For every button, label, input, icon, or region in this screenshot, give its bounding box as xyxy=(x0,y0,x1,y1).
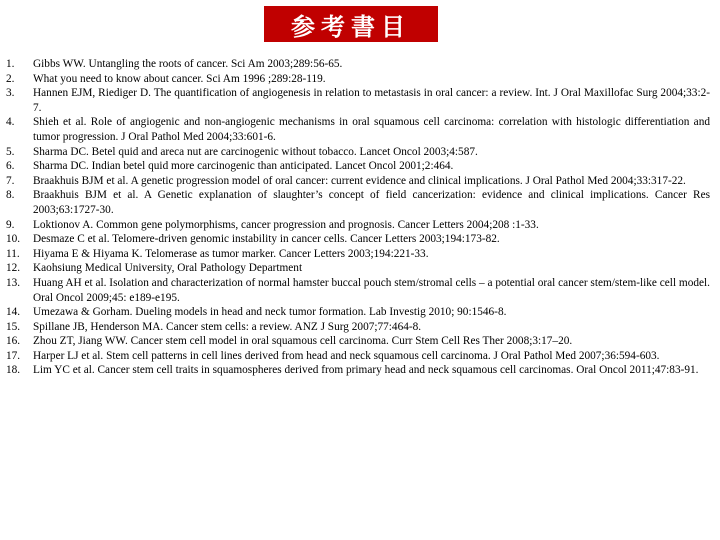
reference-text: Loktionov A. Common gene polymorphisms, cancer progression and prognosis. Cancer Letters 2004;208 :1-33. xyxy=(33,218,539,231)
reference-item xyxy=(6,115,710,144)
reference-text: Sharma DC. Betel quid and areca nut are carcinogenic without tobacco. Lancet Oncol 2003;4:587. xyxy=(33,145,478,158)
reference-text: Braakhuis BJM et al. A Genetic explanation of slaughter’s concept of field cancerization: evidence and clinical implications. Cancer Res 2003;63:1727-30. xyxy=(33,189,710,216)
reference-number: 11. xyxy=(6,247,20,260)
reference-item xyxy=(6,57,710,72)
reference-item xyxy=(6,174,710,189)
reference-number: 12. xyxy=(6,262,21,275)
page-title: 参考書目 xyxy=(264,6,438,42)
reference-number: 9. xyxy=(6,218,15,231)
reference-item xyxy=(6,349,710,364)
reference-text: Harper LJ et al. Stem cell patterns in cell lines derived from head and neck squamous cell carcinoma. J Oral Pathol Med 2007;36:594-603. xyxy=(33,349,660,362)
reference-number: 6. xyxy=(6,160,15,173)
reference-number: 14. xyxy=(6,306,21,319)
reference-number: 16. xyxy=(6,335,21,348)
reference-text: Kaohsiung Medical University, Oral Pathology Department xyxy=(33,262,303,275)
reference-number: 4. xyxy=(6,116,15,129)
reference-text: Huang AH et al. Isolation and characterization of normal hamster buccal pouch stem/stromal cells – a potential oral cancer stem/stem-like cell model. Oral Oncol 2009;45: e189-e195. xyxy=(33,276,710,304)
reference-number: 7. xyxy=(6,174,15,187)
reference-text: What you need to know about cancer. Sci Am 1996 ;289:28-119. xyxy=(33,72,326,85)
reference-item xyxy=(6,276,710,305)
reference-number: 8. xyxy=(6,189,15,202)
reference-text: Hiyama E & Hiyama K. Telomerase as tumor marker. Cancer Letters 2003;194:221-33. xyxy=(33,247,429,260)
reference-item xyxy=(6,218,710,233)
reference-item xyxy=(6,363,710,378)
reference-text: Hannen EJM, Riediger D. The quantification of angiogenesis in relation to metastasis in oral cancer: a review. Int. J Oral Maxillofac Surg 2004;33:2-7. xyxy=(33,87,710,114)
reference-number: 15. xyxy=(6,320,21,333)
reference-text: Zhou ZT, Jiang WW. Cancer stem cell model in oral squamous cell carcinoma. Curr Stem Cell Res Ther 2008;3:17–20. xyxy=(33,335,573,348)
reference-item xyxy=(6,232,710,247)
reference-item xyxy=(6,247,710,262)
reference-text: Braakhuis BJM et al. A genetic progression model of oral cancer: current evidence and clinical implications. J Oral Pathol Med 2004;33:317-22. xyxy=(33,174,686,187)
reference-text: Lim YC et al. Cancer stem cell traits in squamospheres derived from primary head and neck squamous cell carcinomas. Oral Oncol 2011;47:83-91. xyxy=(33,364,699,377)
reference-text: Shieh et al. Role of angiogenic and non-angiogenic mechanisms in oral squamous cell carcinoma: correlation with histologic differentiation and tumor progression. J Oral Pathol Med 2004;33:601-6. xyxy=(33,116,710,143)
reference-item xyxy=(6,188,710,217)
reference-item xyxy=(6,72,710,87)
reference-item xyxy=(6,320,710,335)
reference-item xyxy=(6,334,710,349)
reference-item xyxy=(6,305,710,320)
reference-number: 13. xyxy=(6,276,21,289)
reference-number: 2. xyxy=(6,72,15,85)
reference-text: Sharma DC. Indian betel quid more carcinogenic than anticipated. Lancet Oncol 2001;2:464. xyxy=(33,160,454,173)
reference-list xyxy=(6,57,710,378)
reference-text: Umezawa & Gorham. Dueling models in head and neck tumor formation. Lab Investig 2010; 90:1546-8. xyxy=(33,306,507,319)
reference-number: 10. xyxy=(6,233,21,246)
reference-item xyxy=(6,159,710,174)
reference-number: 18. xyxy=(6,364,21,377)
reference-item xyxy=(6,145,710,160)
reference-number: 3. xyxy=(6,87,15,100)
reference-item xyxy=(6,86,710,115)
reference-number: 1. xyxy=(6,58,15,70)
reference-text: Desmaze C et al. Telomere-driven genomic instability in cancer cells. Cancer Letters 2003;194:173-82. xyxy=(33,233,500,246)
reference-item xyxy=(6,261,710,276)
reference-number: 17. xyxy=(6,349,21,362)
reference-text: Spillane JB, Henderson MA. Cancer stem cells: a review. ANZ J Surg 2007;77:464-8. xyxy=(33,320,422,333)
reference-text: Gibbs WW. Untangling the roots of cancer. Sci Am 2003;289:56-65. xyxy=(33,58,343,70)
reference-number: 5. xyxy=(6,145,15,158)
